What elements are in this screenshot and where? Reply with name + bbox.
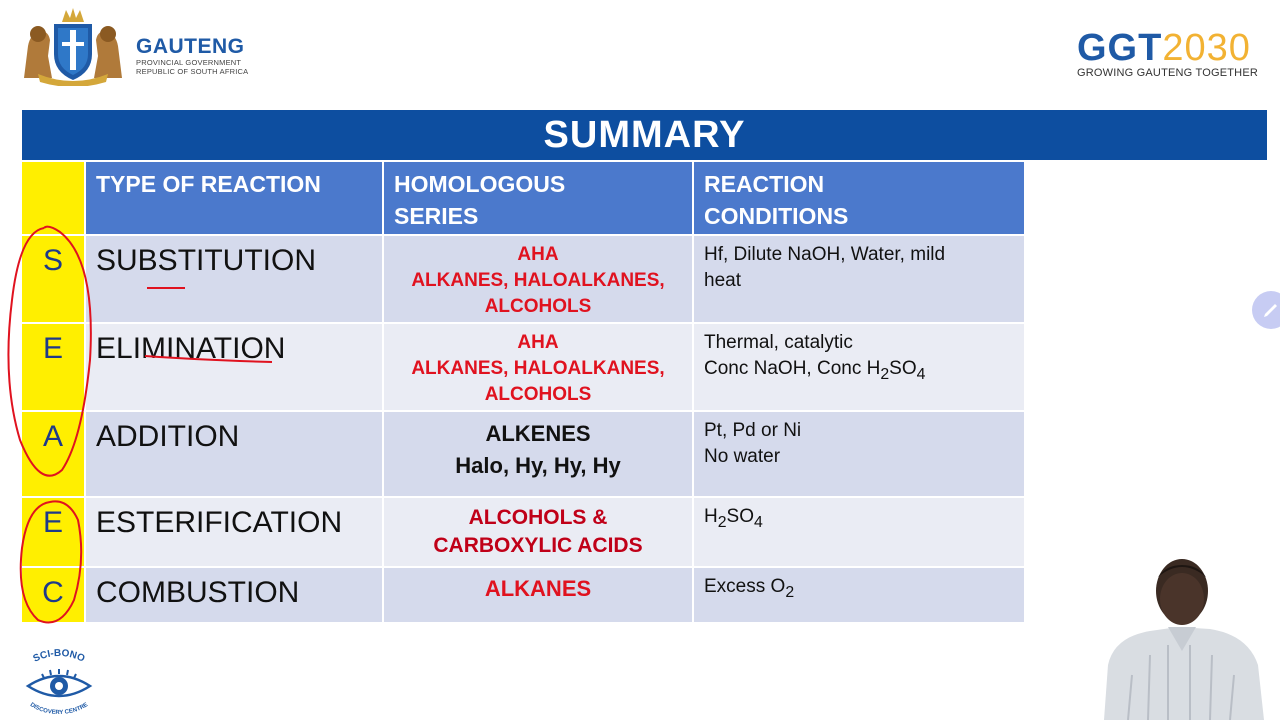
- gauteng-subtitle-1: PROVINCIAL GOVERNMENT: [136, 58, 242, 67]
- scibono-bottom-text: DISCOVERY CENTRE: [28, 702, 90, 714]
- series-line: ALKANES, HALOALKANES,: [411, 270, 665, 291]
- pen-icon: [1261, 300, 1280, 320]
- series-line: ALCOHOLS: [484, 296, 592, 317]
- header-conditions-line-2: CONDITIONS: [704, 203, 849, 229]
- row-series: [384, 236, 694, 322]
- crest-icon: [18, 6, 128, 86]
- series-line: ALCOHOLS: [484, 384, 592, 405]
- header-type-label: TYPE OF REACTION: [96, 171, 321, 197]
- svg-text:SCI-BONO: [32, 648, 87, 665]
- conditions-line: [704, 356, 1014, 388]
- row-series: [384, 412, 694, 496]
- row-type: COMBUSTION: [86, 568, 384, 622]
- conditions-line: heat: [704, 270, 741, 291]
- gauteng-logo: [18, 6, 258, 86]
- header-series-line-1: HOMOLOGOUS: [394, 171, 566, 197]
- row-series: [384, 498, 694, 566]
- series-line: Halo, Hy, Hy, Hy: [455, 453, 621, 478]
- subscript: 4: [916, 365, 926, 383]
- series-line: CARBOXYLIC ACIDS: [433, 534, 643, 557]
- conditions-line: No water: [704, 446, 781, 467]
- conditions-line: Hf, Dilute NaOH, Water, mild: [704, 244, 946, 265]
- row-type: ELIMINATION: [86, 324, 384, 410]
- row-series: [384, 324, 694, 410]
- row-letter: C: [22, 568, 86, 622]
- row-conditions: [694, 324, 1024, 410]
- series-line: ALKENES: [485, 421, 591, 446]
- conditions-text: SO: [889, 358, 917, 379]
- scibono-top-text: SCI-BONO: [31, 648, 87, 665]
- conditions-line: [704, 504, 1014, 536]
- series-line: ALKANES, HALOALKANES,: [411, 358, 665, 379]
- series-line: ALKANES: [484, 576, 592, 601]
- ggt2030-logo: [1076, 27, 1258, 79]
- conditions-text: Conc NaOH, Conc H: [704, 358, 881, 379]
- row-conditions: [694, 412, 1024, 496]
- conditions-line: [704, 574, 1014, 606]
- pen-tool-button[interactable]: [1252, 291, 1280, 329]
- row-series: [384, 568, 694, 622]
- table-row: [22, 324, 1024, 412]
- row-type: ADDITION: [86, 412, 384, 496]
- row-conditions: [694, 498, 1024, 566]
- row-letter: E: [22, 498, 86, 566]
- row-type: SUBSTITUTION: [86, 236, 384, 322]
- subscript: 2: [880, 365, 890, 383]
- row-conditions: [694, 236, 1024, 322]
- table-header-row: [22, 162, 1024, 236]
- gauteng-subtitle-2: REPUBLIC OF SOUTH AFRICA: [136, 67, 249, 76]
- presenter-webcam: [1098, 555, 1270, 720]
- svg-text:DISCOVERY CENTRE: [29, 702, 89, 714]
- scibono-logo: [8, 648, 110, 714]
- summary-table: [22, 162, 1024, 622]
- header-series-line-2: SERIES: [394, 203, 479, 229]
- table-row: [22, 412, 1024, 498]
- row-letter: A: [22, 412, 86, 496]
- conditions-line: Pt, Pd or Ni: [704, 420, 802, 441]
- header-conditions: [694, 162, 1024, 234]
- conditions-text: Excess O: [704, 576, 786, 597]
- summary-banner: [22, 110, 1267, 160]
- row-type: ESTERIFICATION: [86, 498, 384, 566]
- ggt-tagline: GROWING GAUTENG TOGETHER: [1076, 67, 1258, 79]
- eye-icon: [28, 669, 90, 696]
- letter-header-cell: [22, 162, 86, 234]
- ggt-year: 2030: [1162, 27, 1251, 69]
- header-series: [384, 162, 694, 234]
- summary-title: SUMMARY: [543, 113, 746, 156]
- header-type: [86, 162, 384, 234]
- table-row: [22, 568, 1024, 622]
- header-conditions-line-1: REACTION: [704, 171, 825, 197]
- row-conditions: [694, 568, 1024, 622]
- table-row: [22, 236, 1024, 324]
- ggt-text: GGT: [1076, 27, 1163, 69]
- conditions-text: H: [704, 506, 718, 527]
- series-line: AHA: [517, 332, 559, 353]
- subscript: 2: [785, 583, 795, 601]
- conditions-text: SO: [726, 506, 754, 527]
- subscript: 2: [717, 513, 727, 531]
- series-line: AHA: [517, 244, 559, 265]
- row-letter: S: [22, 236, 86, 322]
- series-line: ALCOHOLS &: [468, 506, 608, 529]
- gauteng-name: GAUTENG: [136, 35, 245, 58]
- row-letter: E: [22, 324, 86, 410]
- subscript: 4: [754, 513, 763, 531]
- conditions-line: Thermal, catalytic: [704, 332, 853, 353]
- table-row: [22, 498, 1024, 568]
